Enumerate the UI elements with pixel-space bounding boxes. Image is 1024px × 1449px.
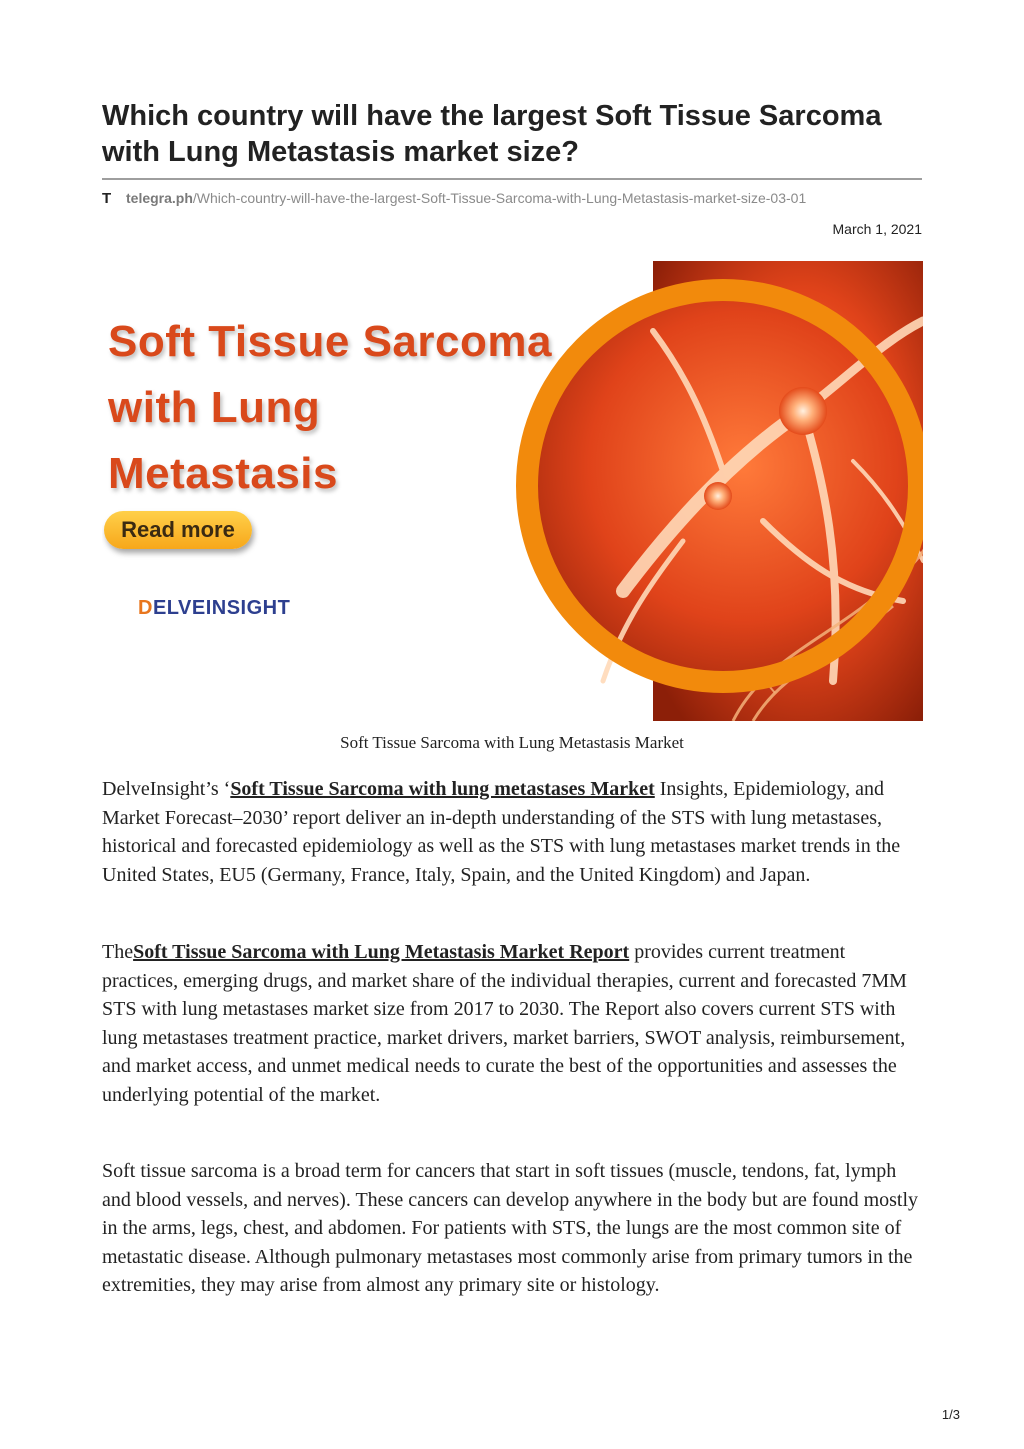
paragraph-overview: Soft tissue sarcoma is a broad term for cancers that start in soft tissues (muscle, tendons, fat, lymph and blood vessels, and nerves). These cancers can develop anywhere in the body but are found mostly in the arms, legs, chest, and abdomen. For patients with STS, the lungs are the most common site of metastatic disease. Although pulmonary metastases most commonly arise from primary tumors in the extremities, they may arise from almost any primary site or histology. [102,1160,919,1296]
hero-line-1: Soft Tissue Sarcoma [108,317,552,366]
paragraph-intro [102,775,922,889]
paragraph-report [102,938,922,1109]
article-title: Which country will have the largest Soft Tissue Sarcoma with Lung Metastasis market size? [102,100,882,168]
p2-body: provides current treatment practices, emerging drugs, and market share of the individual therapies, current and forecasted 7MM STS with lung metastases market size from 2017 to 2030. The Report also covers current STS with lung metastases treatment practice, market drivers, market barriers, SWOT analysis, reimbursement, and market access, and unmet medical needs to curate the best of the opportunities and assesses the underlying potential of the market. [102,941,907,1106]
market-report-link[interactable]: Soft Tissue Sarcoma with Lung Metastasis Market Report [133,941,630,963]
p2-lead: The [102,941,134,963]
hero-image [102,261,923,721]
publish-date: March 1, 2021 [832,221,922,237]
source-path[interactable]: /Which-country-will-have-the-largest-Soft-Tissue-Sarcoma-with-Lung-Metastasis-market-size-03-01 [192,190,807,206]
title-divider [102,178,922,180]
delveinsight-logo [138,597,290,620]
neuron-illustration [503,261,923,721]
source-domain[interactable]: telegra.ph [126,190,193,206]
image-caption: Soft Tissue Sarcoma with Lung Metastasis Market [340,733,684,752]
source-line[interactable] [102,189,922,208]
page-indicator: 1/3 [941,1407,960,1422]
market-insights-link[interactable]: Soft Tissue Sarcoma with lung metastases Market [230,778,655,800]
read-more-button: Read more [104,511,252,549]
hero-headline [108,309,552,507]
brand-mark: D [138,597,153,619]
hero-line-3: Metastasis [108,449,339,498]
brand-name: ELVEINSIGHT [152,597,291,619]
p1-lead: DelveInsight’s ‘ [102,778,231,800]
p1-body: Insights, Epidemiology, and Market Forecast–2030’ report deliver an in-depth understanding of the STS with lung metastases, historical and forecasted epidemiology as well as the STS with lung metastases market trends in the United States, EU5 (Germany, France, Italy, Spain, and the United Kingdom) and Japan. [102,778,901,886]
telegraph-icon: T [102,190,112,207]
hero-line-2: with Lung [108,383,321,432]
